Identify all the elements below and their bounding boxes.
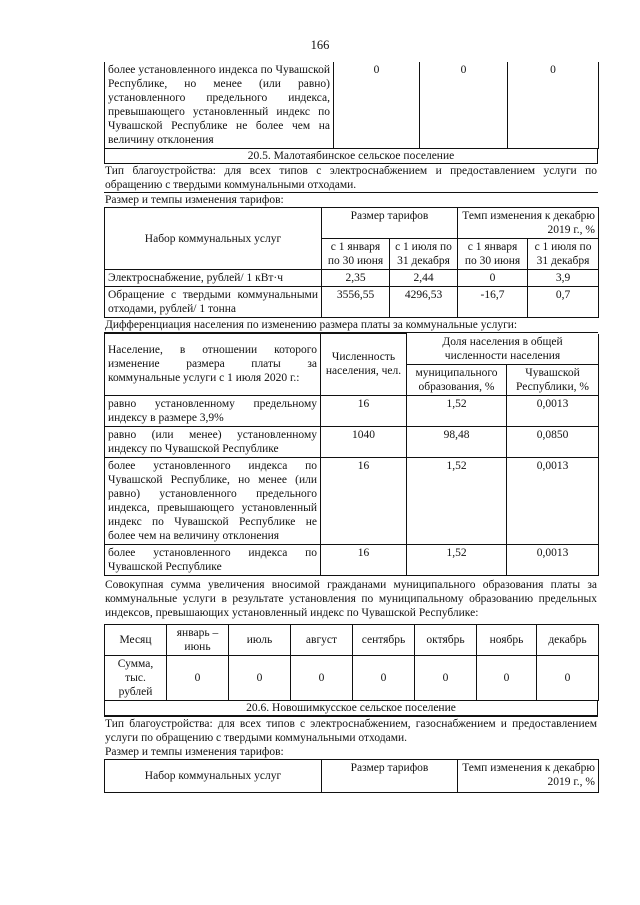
diff-label: более установленного индекса по Чувашской Республике (105, 544, 321, 575)
tariff-d: 3,9 (528, 270, 599, 287)
sum-value: 0 (353, 655, 415, 700)
diff-label: равно (или менее) установленному индексу по Чувашской Республике (105, 426, 321, 457)
tariff-a: 3556,55 (322, 287, 390, 318)
th-month-col: июль (229, 624, 291, 655)
sum-value: 0 (415, 655, 477, 700)
tariff-name: Электроснабжение, рублей/ 1 кВт·ч (105, 270, 322, 287)
sum-value: 0 (167, 655, 229, 700)
table-row (105, 270, 599, 287)
tariff-d: 0,7 (528, 287, 599, 318)
top-row-label: более установленного индекса по Чувашской Республике, но менее (или равно) установленного предельного индекса, превышающего установленный индекс по Чувашской Республике не более чем на величину отклонения (105, 62, 334, 149)
page-content (104, 62, 598, 793)
tariff-c: 0 (458, 270, 528, 287)
improvement-type-text: Тип благоустройства: для всех типов с электроснабжением и предоставлением услуги по обращению с твердыми коммунальными отходами. (105, 165, 597, 191)
table-row (105, 426, 599, 457)
th-services: Набор коммунальных услуг (105, 208, 322, 270)
th-b: с 1 июля по 31 декабря (390, 239, 458, 270)
top-row-c1: 0 (334, 62, 420, 149)
tariffs-table (104, 207, 599, 318)
th-a: с 1 января по 30 июня (322, 239, 390, 270)
diff-rep: 0,0850 (507, 426, 599, 457)
diff-mun: 1,52 (407, 544, 507, 575)
diff-count: 16 (321, 395, 407, 426)
tariffs-table-2 (104, 759, 599, 793)
top-row-c2: 0 (420, 62, 508, 149)
th-c: с 1 января по 30 июня (458, 239, 528, 270)
diff-mun: 1,52 (407, 395, 507, 426)
table-row (105, 287, 599, 318)
tariff-b: 2,44 (390, 270, 458, 287)
section-title-20-6: 20.6. Новошимкусское сельское поселение (104, 701, 598, 716)
th-rate-2: Темп изменения к декабрю 2019 г., % (458, 759, 599, 792)
table-row (105, 395, 599, 426)
diff-caption: Дифференциация населения по изменению размера платы за коммунальные услуги: (104, 318, 598, 333)
th-month-col: декабрь (537, 624, 599, 655)
table-row (105, 457, 599, 544)
diff-label: равно установленному предельному индексу в размере 3,9% (105, 395, 321, 426)
th-month-col: ноябрь (477, 624, 537, 655)
diff-count: 16 (321, 457, 407, 544)
differentiation-table (104, 333, 599, 576)
diff-label: более установленного индекса по Чувашской Республике, но менее (или равно) установленного предельного индекса, превышающего установленный индекс по Чувашской Республике не более чем на величину отклонения (105, 457, 321, 544)
tariff-c: -16,7 (458, 287, 528, 318)
top-table (104, 62, 599, 149)
tariffs-caption-2: Размер и темпы изменения тарифов: (105, 745, 284, 758)
th-services-2: Набор коммунальных услуг (105, 759, 322, 792)
sum-value: 0 (537, 655, 599, 700)
th-count: Численность населения, чел. (321, 334, 407, 396)
th-month-col: октябрь (415, 624, 477, 655)
sum-text: Совокупная сумма увеличения вносимой гражданами муниципального образования платы за коммунальные услуги в результате установления по муниципальному образованию предельных индексов, превышающих установленный индекс по Чувашской Республике: (105, 578, 597, 619)
tariffs-caption: Размер и темпы изменения тарифов: (105, 194, 284, 206)
diff-rep: 0,0013 (507, 544, 599, 575)
th-population: Население, в отношении которого изменение размера платы за коммунальные услуги с 1 июля 2020 г.: (105, 334, 321, 396)
diff-count: 1040 (321, 426, 407, 457)
th-month-col: сентябрь (353, 624, 415, 655)
page-number: 166 (310, 38, 330, 52)
th-month: Месяц (105, 624, 167, 655)
months-table (104, 624, 599, 701)
th-rate: Темп изменения к декабрю 2019 г., % (458, 208, 599, 239)
tariff-a: 2,35 (322, 270, 390, 287)
th-size-2: Размер тарифов (322, 759, 458, 792)
th-rep: Чувашской Республики, % (507, 364, 599, 395)
sum-value: 0 (477, 655, 537, 700)
th-d: с 1 июля по 31 декабря (528, 239, 599, 270)
sum-value: 0 (291, 655, 353, 700)
tariff-b: 4296,53 (390, 287, 458, 318)
th-size: Размер тарифов (322, 208, 458, 239)
diff-count: 16 (321, 544, 407, 575)
th-mun: муниципального образования, % (407, 364, 507, 395)
th-share: Доля населения в общей численности населения (407, 334, 599, 365)
table-row (105, 655, 599, 700)
th-month-col: январь – июнь (167, 624, 229, 655)
sum-value: 0 (229, 655, 291, 700)
tariff-name: Обращение с твердыми коммунальными отходами, рублей/ 1 тонна (105, 287, 322, 318)
top-row-c3: 0 (508, 62, 599, 149)
diff-rep: 0,0013 (507, 395, 599, 426)
sum-row-label: Сумма, тыс. рублей (105, 655, 167, 700)
section-title-20-5: 20.5. Малотаябинское сельское поселение (104, 149, 598, 164)
improvement-type-text-2: Тип благоустройства: для всех типов с электроснабжением, газоснабжением и предоставлением услуги по обращению с твердыми коммунальными отходами. (105, 717, 597, 744)
diff-mun: 98,48 (407, 426, 507, 457)
table-row (105, 544, 599, 575)
th-month-col: август (291, 624, 353, 655)
diff-rep: 0,0013 (507, 457, 599, 544)
diff-mun: 1,52 (407, 457, 507, 544)
